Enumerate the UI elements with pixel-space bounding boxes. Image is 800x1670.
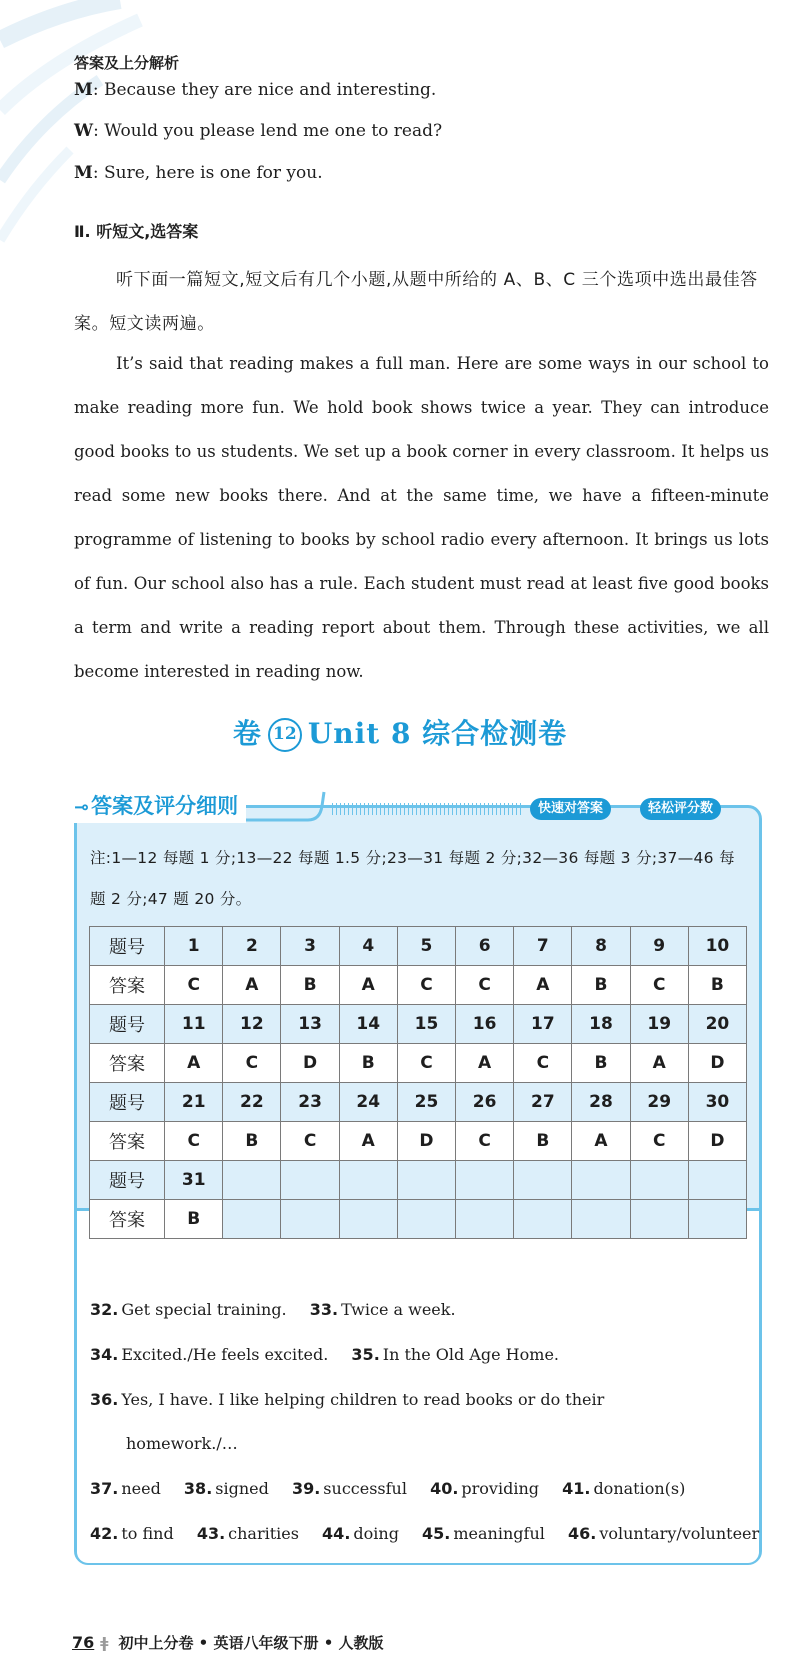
answer-number: 44. [322, 1524, 351, 1543]
dialogue-line: M: Sure, here is one for you. [74, 163, 323, 183]
question-number: 17 [514, 1005, 572, 1044]
answer-number: 37. [90, 1479, 119, 1498]
empty-cell [223, 1200, 281, 1239]
answer-cell: A [223, 966, 281, 1005]
answer-cell: C [456, 966, 514, 1005]
answer-number: 33. [309, 1300, 339, 1319]
answer-number: 34. [90, 1345, 119, 1364]
question-number: 9 [630, 927, 688, 966]
answer-cell: B [572, 1044, 630, 1083]
row-header-answer: 答案 [90, 1044, 165, 1083]
question-number: 15 [397, 1005, 455, 1044]
answer-cell: A [456, 1044, 514, 1083]
question-number: 19 [630, 1005, 688, 1044]
answer-text: providing [461, 1479, 539, 1498]
question-number: 5 [397, 927, 455, 966]
unit-prefix: 卷 [232, 717, 262, 750]
answer-text: doing [353, 1524, 399, 1543]
banner-text: 答案及评分细则 [91, 794, 239, 818]
row-header-answer: 答案 [90, 1122, 165, 1161]
answer-cell: A [339, 1122, 397, 1161]
answer-text: Twice a week. [341, 1300, 456, 1319]
answer-line-continued [126, 1434, 786, 1453]
question-number: 2 [223, 927, 281, 966]
empty-cell [397, 1161, 455, 1200]
answer-banner [70, 789, 246, 823]
answer-cell: D [397, 1122, 455, 1161]
question-number: 22 [223, 1083, 281, 1122]
question-number: 3 [281, 927, 339, 966]
question-number: 18 [572, 1005, 630, 1044]
answer-cell: A [630, 1044, 688, 1083]
question-number-row [90, 927, 747, 966]
answer-row [90, 966, 747, 1005]
answer-text: Get special training. [121, 1300, 287, 1319]
answer-cell: C [165, 1122, 223, 1161]
answer-row [90, 1044, 747, 1083]
answer-cell: A [514, 966, 572, 1005]
answer-cell: B [572, 966, 630, 1005]
page-footer [72, 1632, 384, 1653]
empty-cell [572, 1200, 630, 1239]
page-header-title: 答案及上分解析 [74, 54, 180, 72]
empty-cell [281, 1161, 339, 1200]
answer-number: 39. [291, 1479, 321, 1498]
section-instruction: 听下面一篇短文,短文后有几个小题,从题中所给的 A、B、C 三个选项中选出最佳答案。短文读两遍。 [74, 270, 758, 334]
footer-ornament-icon: ǂ [100, 1634, 109, 1652]
empty-cell [397, 1200, 455, 1239]
easy-score-badge: 轻松评分数 [640, 798, 721, 820]
row-header-question: 题号 [90, 1005, 165, 1044]
answer-number: 40. [430, 1479, 459, 1498]
answer-cell: C [514, 1044, 572, 1083]
question-number: 20 [688, 1005, 746, 1044]
empty-cell [688, 1200, 746, 1239]
book-title: 初中上分卷 • 英语八年级下册 • 人教版 [118, 1634, 384, 1652]
question-number-row [90, 1083, 747, 1122]
empty-cell [514, 1161, 572, 1200]
question-number: 4 [339, 927, 397, 966]
answer-line [90, 1300, 750, 1319]
question-number: 26 [456, 1083, 514, 1122]
question-number: 30 [688, 1083, 746, 1122]
empty-cell [630, 1200, 688, 1239]
empty-cell [456, 1161, 514, 1200]
dialogue-text: Because they are nice and interesting. [103, 80, 437, 100]
answer-cell: C [456, 1122, 514, 1161]
answer-number: 46. [567, 1524, 597, 1543]
empty-cell [572, 1161, 630, 1200]
answer-number: 42. [90, 1524, 119, 1543]
question-number-row [90, 1161, 747, 1200]
answer-number: 43. [196, 1524, 226, 1543]
answer-cell: D [281, 1044, 339, 1083]
answer-cell: C [281, 1122, 339, 1161]
question-number: 16 [456, 1005, 514, 1044]
page-number: 76 [72, 1633, 95, 1652]
dialogue-line: M: Because they are nice and interesting. [74, 80, 437, 100]
question-number: 1 [165, 927, 223, 966]
question-number-row [90, 1005, 747, 1044]
dialogue-text: Sure, here is one for you. [103, 163, 323, 183]
answer-cell: B [339, 1044, 397, 1083]
question-number: 12 [223, 1005, 281, 1044]
answer-cell: B [688, 966, 746, 1005]
answer-cell: A [165, 1044, 223, 1083]
row-header-answer: 答案 [90, 966, 165, 1005]
question-number: 8 [572, 927, 630, 966]
answer-line [90, 1390, 750, 1409]
answer-cell: C [397, 966, 455, 1005]
answer-number: 32. [90, 1300, 119, 1319]
answer-cell: C [630, 1122, 688, 1161]
answer-line [90, 1479, 750, 1498]
banner-tick-decoration [332, 803, 522, 815]
answer-cell: C [223, 1044, 281, 1083]
answer-table [89, 926, 747, 1239]
answer-number: 36. [90, 1390, 119, 1409]
panel-lower-section [77, 1211, 759, 1563]
answer-cell: A [572, 1122, 630, 1161]
answer-text: successful [323, 1479, 407, 1498]
answer-text: signed [215, 1479, 269, 1498]
question-number: 21 [165, 1083, 223, 1122]
unit-number-badge: 12 [268, 718, 302, 752]
dialogue-text: Would you please lend me one to read? [104, 121, 443, 141]
quick-check-badge: 快速对答案 [530, 798, 611, 820]
answer-text: Yes, I have. I like helping children to read books or do their [121, 1390, 605, 1409]
question-number: 13 [281, 1005, 339, 1044]
answer-text: donation(s) [593, 1479, 686, 1498]
answer-row [90, 1200, 747, 1239]
answer-number: 45. [422, 1524, 451, 1543]
question-number: 7 [514, 927, 572, 966]
row-header-question: 题号 [90, 1083, 165, 1122]
answer-cell: D [688, 1044, 746, 1083]
empty-cell [223, 1161, 281, 1200]
key-icon: ⊸ [74, 797, 90, 818]
question-number: 11 [165, 1005, 223, 1044]
speaker: W [74, 121, 94, 141]
empty-cell [456, 1200, 514, 1239]
answer-cell: C [165, 966, 223, 1005]
answer-cell: D [688, 1122, 746, 1161]
unit-title [0, 712, 800, 752]
answer-cell: B [514, 1122, 572, 1161]
answer-line [90, 1524, 760, 1543]
question-number: 10 [688, 927, 746, 966]
answer-text: In the Old Age Home. [382, 1345, 559, 1364]
answer-text: to find [121, 1524, 174, 1543]
unit-title-text: Unit 8 综合检测卷 [307, 717, 568, 750]
empty-cell [514, 1200, 572, 1239]
listening-passage: It’s said that reading makes a full man. Here are some ways in our school to make reading more fun. We hold book shows twice a year. They can introduce good books to us students. We set up a book corner in every classroom. It helps us read some new books there. And at the same time, we have a fifteen-minute programme of listening to books by school radio every afternoon. It brings us lots of fun. Our school also has a rule. Each student must read at least five good books a term and write a reading report about them. Through these activities, we all become interested in reading now. [74, 354, 769, 681]
answer-text: homework./… [126, 1434, 238, 1453]
question-number: 25 [397, 1083, 455, 1122]
empty-cell [339, 1161, 397, 1200]
question-number: 14 [339, 1005, 397, 1044]
question-number: 31 [165, 1161, 223, 1200]
question-number: 27 [514, 1083, 572, 1122]
answer-text: voluntary/volunteer [599, 1524, 760, 1543]
answer-cell: B [165, 1200, 223, 1239]
empty-cell [281, 1200, 339, 1239]
answer-cell: C [630, 966, 688, 1005]
row-header-answer: 答案 [90, 1200, 165, 1239]
question-number: 28 [572, 1083, 630, 1122]
answer-text: meaningful [453, 1524, 545, 1543]
question-number: 29 [630, 1083, 688, 1122]
answer-text: Excited./He feels excited. [121, 1345, 329, 1364]
row-header-question: 题号 [90, 927, 165, 966]
dialogue-line: W: Would you please lend me one to read? [74, 121, 443, 141]
empty-cell [688, 1161, 746, 1200]
answer-row [90, 1122, 747, 1161]
section-title: Ⅱ. 听短文,选答案 [74, 222, 199, 241]
answer-cell: B [281, 966, 339, 1005]
answer-cell: C [397, 1044, 455, 1083]
scoring-note: 注:1—12 每题 1 分;13—22 每题 1.5 分;23—31 每题 2 分;32—36 每题 3 分;37—46 每题 2 分;47 题 20 分。 [90, 849, 735, 908]
speaker: M [74, 163, 93, 183]
question-number: 24 [339, 1083, 397, 1122]
answer-number: 35. [351, 1345, 380, 1364]
answer-cell: A [339, 966, 397, 1005]
row-header-question: 题号 [90, 1161, 165, 1200]
question-number: 6 [456, 927, 514, 966]
speaker: M [74, 80, 93, 100]
answer-text: charities [228, 1524, 299, 1543]
answer-cell: B [223, 1122, 281, 1161]
answer-line [90, 1345, 750, 1364]
answer-text: need [121, 1479, 161, 1498]
question-number: 23 [281, 1083, 339, 1122]
answer-number: 41. [562, 1479, 591, 1498]
empty-cell [339, 1200, 397, 1239]
empty-cell [630, 1161, 688, 1200]
answer-number: 38. [183, 1479, 213, 1498]
